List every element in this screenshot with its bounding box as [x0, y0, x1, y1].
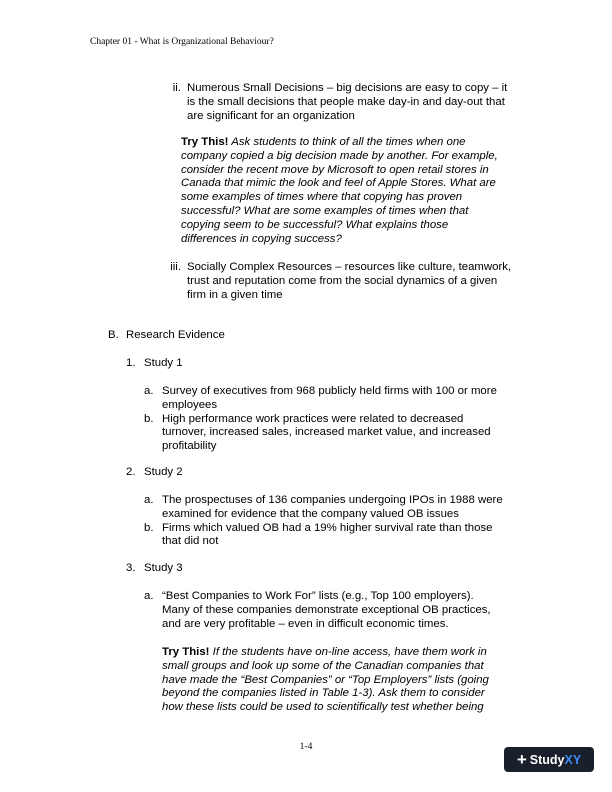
list-marker: 3. — [126, 562, 136, 574]
text-line: is the small decisions that people make day-in and day-out that — [187, 95, 505, 108]
study-label: Study 3 — [144, 562, 183, 574]
list-marker: b. — [144, 412, 154, 425]
text-line: “Best Companies to Work For” lists (e.g., Top 100 employers). — [162, 590, 474, 602]
text-line: successful? What are some examples of times when that — [181, 204, 469, 217]
text-line: are significant for an organization — [187, 109, 355, 122]
study-3-items — [144, 590, 544, 631]
text-line: High performance work practices were related to decreased — [162, 412, 464, 425]
text-line: consider the recent move by Microsoft to open retail stores in — [181, 163, 489, 176]
badge-logo-text — [530, 753, 581, 767]
roman-item-iii — [161, 261, 541, 302]
list-item — [144, 590, 544, 631]
text-line: beyond the companies listed in Table 1-3). Ask them to consider — [162, 687, 485, 700]
list-marker: ii. — [172, 82, 181, 94]
study-heading-3 — [126, 562, 183, 576]
text-line: trust and reputation come from the social dynamics of a given — [187, 274, 498, 287]
text-line: profitability — [162, 440, 217, 453]
text-line: that did not — [162, 535, 219, 548]
plus-icon: + — [516, 750, 527, 769]
text-line: employees — [162, 398, 218, 411]
study-heading-1 — [126, 357, 183, 371]
page-header: Chapter 01 - What is Organizational Behaviour? — [90, 37, 274, 47]
list-item — [144, 413, 544, 454]
text-line: have made the “Best Companies” or “Top Employers” lists (going — [162, 673, 489, 686]
text-line: Canada that mimic the look and feel of Apple Stores. What are — [181, 177, 496, 190]
text-line: Firms which valued OB had a 19% higher survival rate than those — [162, 521, 493, 534]
text-line: turnover, increased sales, increased market value, and increased — [162, 426, 491, 439]
list-marker: 1. — [126, 357, 136, 369]
section-label: Research Evidence — [126, 329, 225, 341]
text-line: small groups and look up some of the Canadian companies that — [162, 659, 484, 672]
text-line: Many of these companies demonstrate exceptional OB practices, — [162, 603, 491, 616]
study-label: Study 2 — [144, 466, 183, 478]
list-marker: a. — [144, 385, 154, 397]
page-number: 1-4 — [299, 742, 313, 752]
text-line: company copied a big decision made by another. For example, — [181, 149, 498, 162]
list-item — [144, 385, 544, 413]
study-1-items — [144, 385, 544, 454]
text-line: Socially Complex Resources – resources like culture, teamwork, — [187, 261, 512, 273]
list-marker: b. — [144, 521, 154, 534]
study-heading-2 — [126, 466, 183, 480]
list-marker: iii. — [170, 261, 181, 273]
text-line: and are very profitable – even in difficult economic times. — [162, 617, 449, 630]
list-item — [144, 522, 544, 550]
text-line: how these lists could be used to scientifically test whether being — [162, 701, 484, 714]
try-this-label: Try This! — [181, 136, 229, 148]
study-label: Study 1 — [144, 357, 183, 369]
roman-item-ii — [161, 82, 541, 123]
section-heading-b — [108, 329, 225, 343]
text-line: Survey of executives from 968 publicly held firms with 100 or more — [162, 385, 497, 397]
try-this-label: Try This! — [162, 646, 210, 658]
text-line: differences in copying success? — [181, 232, 342, 245]
text-line: The prospectuses of 136 companies undergoing IPOs in 1988 were — [162, 494, 503, 506]
text-line: Ask students to think of all the times when one — [228, 136, 466, 148]
list-item — [144, 494, 544, 522]
try-this-note-2 — [162, 646, 542, 715]
list-marker: B. — [108, 329, 119, 341]
text-line: firm in a given time — [187, 288, 283, 301]
badge-text-main: Study — [529, 752, 565, 767]
text-line: some examples of times where that copying has proven — [181, 191, 463, 204]
text-line: Numerous Small Decisions – big decisions are easy to copy – it — [187, 82, 508, 94]
list-marker: a. — [144, 590, 154, 602]
badge-text-accent: XY — [564, 752, 582, 767]
text-line: copying seem to be successful? What explains those — [181, 218, 449, 231]
try-this-note-1 — [181, 136, 541, 246]
studyxy-badge[interactable] — [504, 747, 594, 772]
text-line: examined for evidence that the company valued OB issues — [162, 507, 459, 520]
text-line: If the students have on-line access, have them work in — [209, 646, 487, 658]
list-marker: a. — [144, 494, 154, 506]
study-2-items — [144, 494, 544, 549]
list-marker: 2. — [126, 466, 136, 478]
